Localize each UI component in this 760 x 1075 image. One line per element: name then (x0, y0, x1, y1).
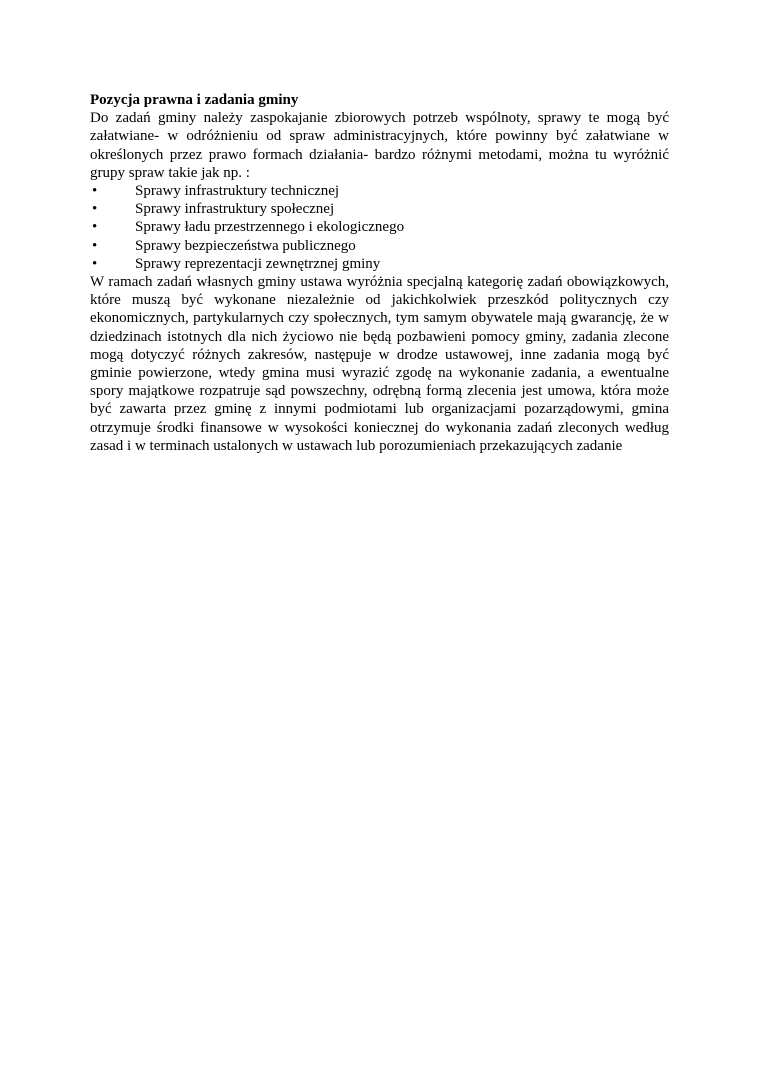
list-item-text: Sprawy reprezentacji zewnętrznej gminy (135, 255, 381, 272)
body-paragraph: W ramach zadań własnych gminy ustawa wyróżnia specjalną kategorię zadań obowiązkowych, które muszą być wykonane niezależnie od jakichkolwiek przeszkód politycznych czy ekonomicznych, partykularnych czy społecznych, tym samym obywatele mają gwarancję, że w dziedzinach istotnych dla nich życiowo nie będą pozbawieni pomocy gminy, zadania zlecone mogą dotyczyć różnych zakresów, następuje w drodze ustawowej, inne zadania mogą być gminie powierzone, wtedy gmina musi wyrazić zgodę na wykonanie zadania, a ewentualne spory majątkowe rozpatruje sąd powszechny, odrębną formą zlecenia jest umowa, która może być zawarta przez gminę z innymi podmiotami lub organizacjami pozarządowymi, gmina otrzymuje środki finansowe w wysokości koniecznej do wykonania zadań zleconych według zasad i w terminach ustalonych w ustawach lub porozumieniach przekazujących zadanie (90, 274, 669, 454)
list-item-text: Sprawy infrastruktury społecznej (135, 201, 335, 218)
intro-paragraph: Do zadań gminy należy zaspokajanie zbiorowych potrzeb wspólnoty, sprawy te mogą być załatwiane- w odróżnieniu od spraw administracyjnych, które powinny być załatwiane w określonych przez prawo formach działania- bardzo różnymi metodami, można tu wyróżnić grupy spraw takie jak np. : (90, 110, 669, 181)
bullet-icon: • (92, 237, 98, 254)
list-item (90, 237, 669, 255)
bullet-icon: • (92, 201, 98, 218)
bullet-icon: • (92, 219, 98, 236)
bullet-icon: • (92, 183, 98, 200)
list-item (90, 255, 669, 273)
task-groups-list (90, 182, 669, 273)
document-content (90, 91, 669, 455)
list-item (90, 218, 669, 236)
list-item-text: Sprawy infrastruktury technicznej (135, 183, 340, 200)
list-item (90, 182, 669, 200)
list-item (90, 200, 669, 218)
bullet-icon: • (92, 255, 98, 272)
document-title: Pozycja prawna i zadania gminy (90, 92, 299, 108)
list-item-text: Sprawy bezpieczeństwa publicznego (135, 237, 356, 254)
list-item-text: Sprawy ładu przestrzennego i ekologicznego (135, 219, 405, 236)
